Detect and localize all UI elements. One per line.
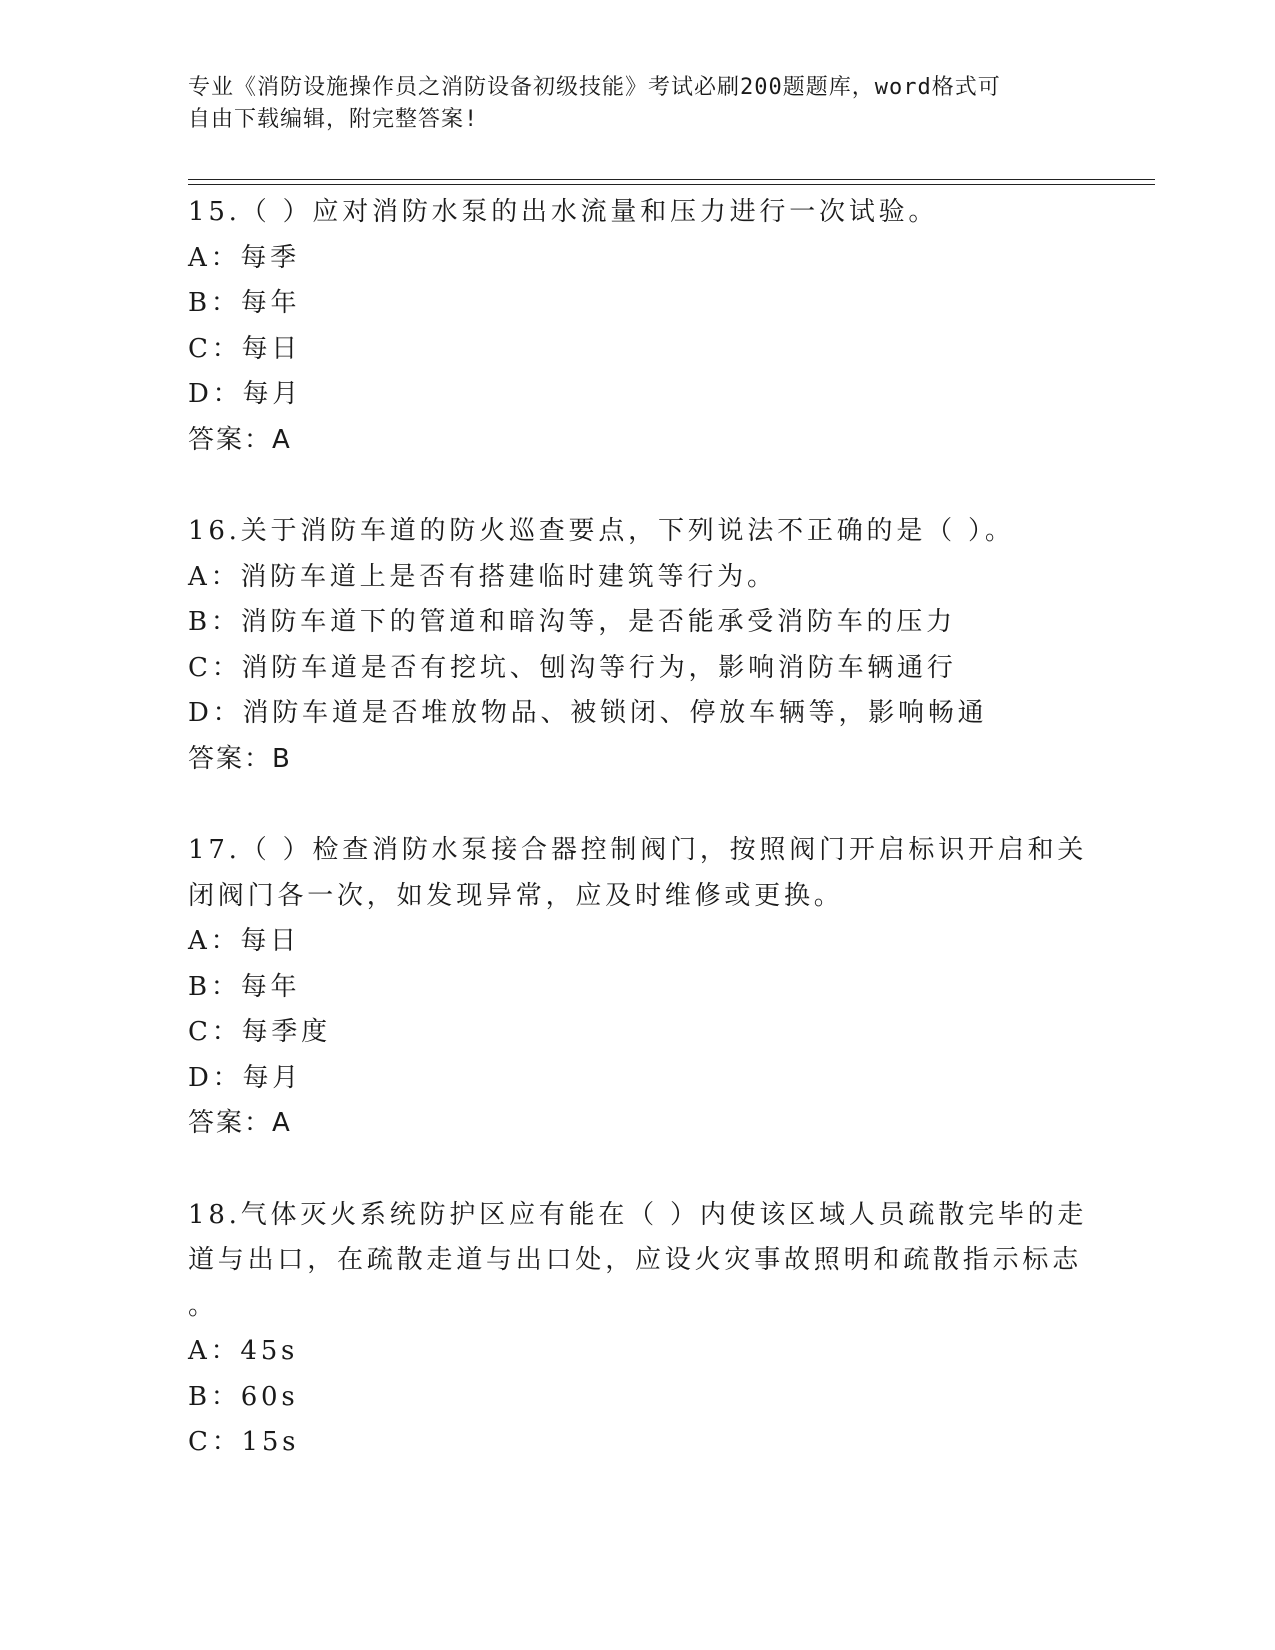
question-line: 17.（ ）检查消防水泵接合器控制阀门，按照阀门开启标识开启和关: [188, 835, 1088, 865]
option-a: A：消防车道上是否有搭建临时建筑等行为。: [188, 561, 777, 592]
question-line: 。: [188, 1290, 218, 1321]
question-line: 18.气体灭火系统防护区应有能在（ ）内使该区域人员疏散完毕的走: [188, 1199, 1088, 1230]
question-text: [188, 828, 1088, 919]
option-c: C：每日: [188, 333, 302, 364]
document-header: [188, 72, 1088, 136]
option-b: B：每年: [188, 971, 301, 1002]
question-text: [188, 509, 1088, 555]
option-c: C：每季度: [188, 1017, 331, 1047]
header-line: 自由下载编辑，附完整答案!: [188, 107, 479, 132]
option-d: D：每月: [188, 379, 303, 409]
question-text: [188, 1193, 1088, 1330]
answer-text: 答案：A: [188, 424, 292, 455]
question-line: 16.关于消防车道的防火巡查要点，下列说法不正确的是（ ）。: [188, 516, 1015, 546]
question-item: [188, 1193, 1088, 1466]
header-line: 专业《消防设施操作员之消防设备初级技能》考试必刷200题题库，word格式可: [188, 75, 1001, 100]
option-c: C：15s: [188, 1427, 300, 1457]
question-item: [188, 828, 1088, 1147]
question-line: 闭阀门各一次，如发现异常，应及时维修或更换。: [188, 880, 844, 911]
option-a: A：每季: [188, 242, 300, 273]
option-a: A：45s: [188, 1336, 299, 1366]
question-text: [188, 190, 1088, 236]
answer-text: 答案：A: [188, 1108, 292, 1138]
question-list: [188, 190, 1088, 1512]
header-divider: [188, 179, 1155, 180]
option-a: A：每日: [188, 926, 300, 956]
option-d: D：消防车道是否堆放物品、被锁闭、停放车辆等，影响畅通: [188, 698, 988, 728]
question-item: [188, 509, 1088, 782]
header-divider: [188, 184, 1155, 185]
question-line: 道与出口，在疏散走道与出口处，应设火灾事故照明和疏散指示标志: [188, 1245, 1083, 1275]
option-b: B：60s: [188, 1381, 299, 1412]
question-item: [188, 190, 1088, 463]
question-line: 15.（ ）应对消防水泵的出水流量和压力进行一次试验。: [188, 197, 939, 227]
option-c: C：消防车道是否有挖坑、刨沟等行为，影响消防车辆通行: [188, 652, 957, 683]
option-b: B：消防车道下的管道和暗沟等，是否能承受消防车的压力: [188, 607, 956, 637]
option-d: D：每月: [188, 1062, 303, 1093]
option-b: B：每年: [188, 288, 301, 318]
answer-text: 答案：B: [188, 743, 292, 774]
